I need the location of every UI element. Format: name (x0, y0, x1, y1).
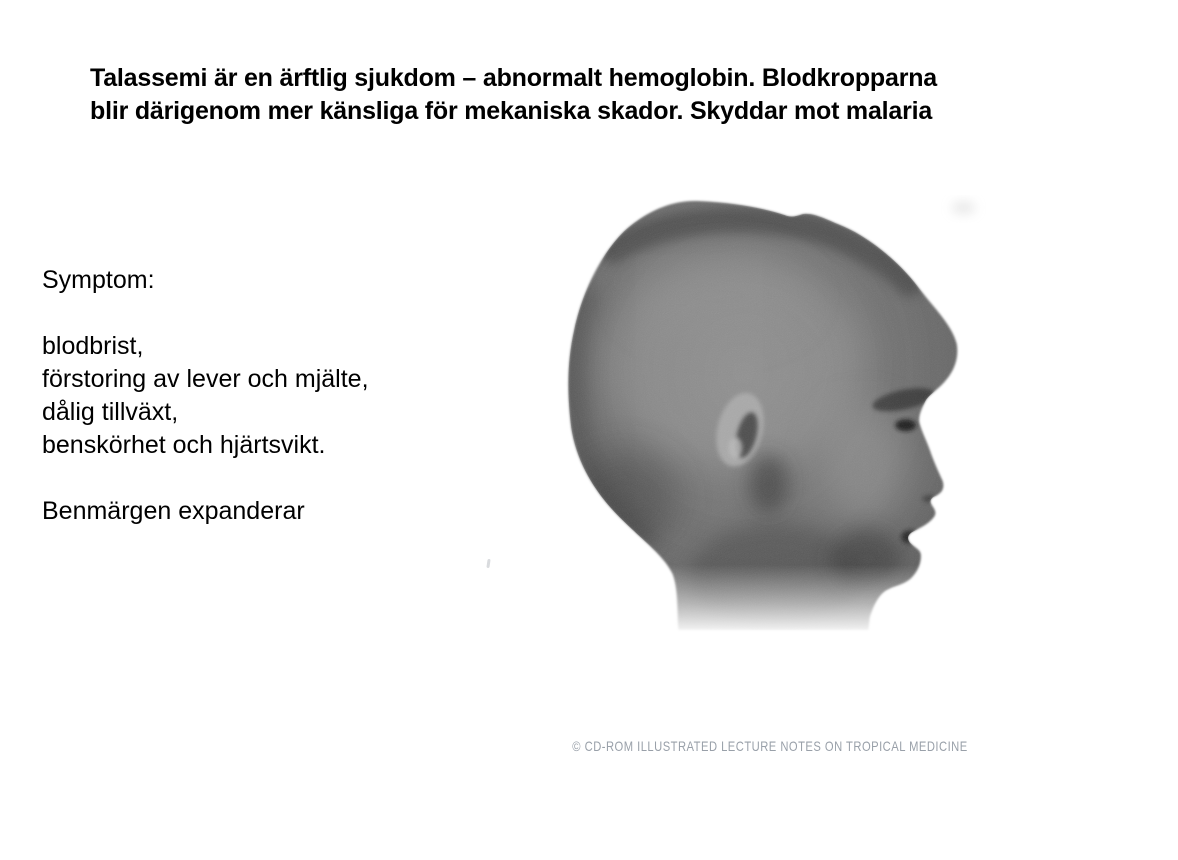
title-line-2: blir därigenom mer känsliga för mekaniska skador. Skyddar mot malaria (90, 97, 933, 125)
symptom-item: benskörhet och hjärtsvikt. (42, 431, 326, 459)
thalassemia-child-photo (490, 195, 1050, 780)
photo-bottom-fade (560, 565, 980, 634)
photo-background-smudge (952, 201, 976, 215)
slide-title (90, 62, 1070, 128)
blank-line (42, 462, 472, 495)
symptom-item: dålig tillväxt, (42, 398, 179, 426)
symptom-heading: Symptom: (42, 266, 155, 294)
symptom-item: förstoring av lever och mjälte, (42, 365, 369, 393)
blank-line (42, 297, 472, 330)
symptom-item: blodbrist, (42, 332, 144, 360)
photo-caption: © CD-ROM ILLUSTRATED LECTURE NOTES ON TROPICAL MEDICINE (572, 738, 968, 754)
title-line-1: Talassemi är en ärftlig sjukdom – abnormalt hemoglobin. Blodkropparna (90, 64, 938, 92)
bone-marrow-note: Benmärgen expanderar (42, 497, 305, 525)
symptom-block (42, 264, 472, 528)
photo-illustration (490, 195, 1050, 780)
